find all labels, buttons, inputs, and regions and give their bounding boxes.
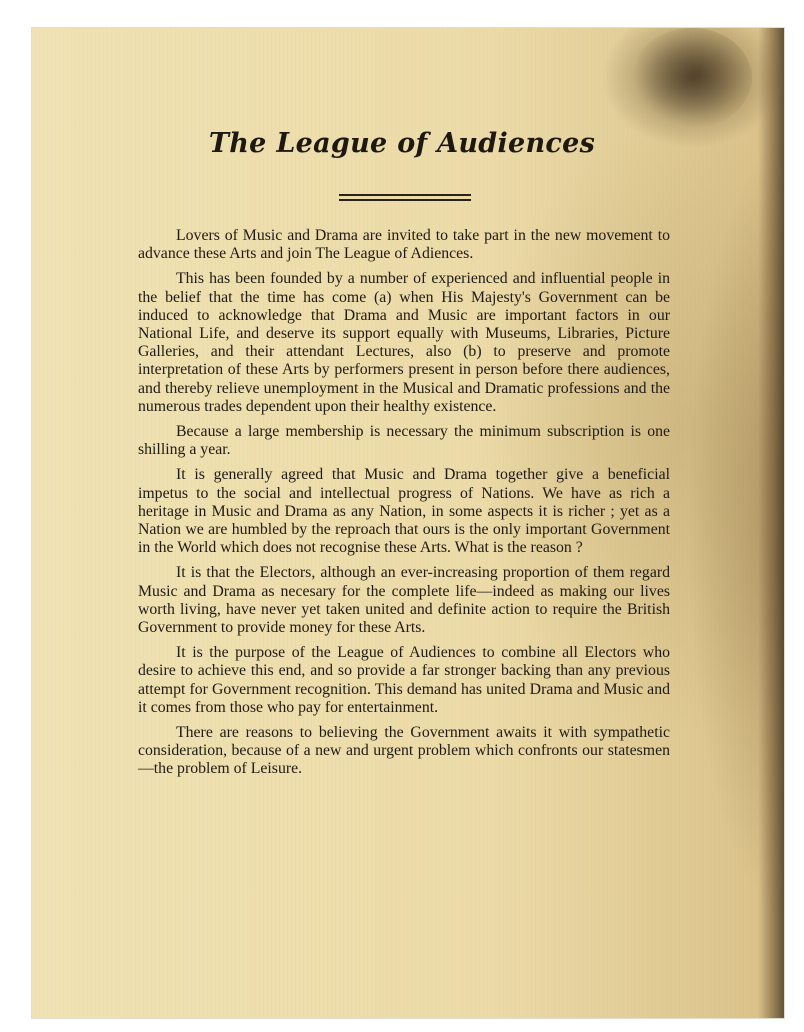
water-stain	[632, 28, 752, 128]
paragraph-5: It is that the Electors, although an ever-increasing proportion of them regard Music and Drama as necesary for the complete life—indeed as making our lives worth living, have never yet taken united and definite action to require the British Government to provide money for these Arts.	[138, 564, 670, 637]
paragraph-3: Because a large membership is necessary the minimum subscription is one shilling a year.	[138, 423, 670, 459]
document-title: The League of Audiences	[208, 128, 596, 159]
paragraph-6: It is the purpose of the League of Audiences to combine all Electors who desire to achieve this end, and so provide a far stronger backing than any previous attempt for Government recognition. This demand has united Drama and Music and it comes from those who pay for entertainment.	[138, 644, 670, 716]
paragraph-2: This has been founded by a number of experienced and influential people in the belief that the time has come (a) when His Majesty's Government can be induced to acknowledge that Drama and Music are important factors in our National Life, and deserve its support equally with Museums, Libraries, Picture Galleries, and their attendant Lectures, also (b) to preserve and promote interpretation of these Arts by performers present in person before there audiences, and thereby relieve unemployment in the Musical and Dramatic professions and the numerous trades dependent upon their healthy existence.	[138, 270, 670, 415]
paragraph-7: There are reasons to believing the Government awaits it with sympathetic consideration, because of a new and urgent problem which confronts our statesmen—the problem of Leisure.	[138, 724, 670, 778]
paragraph-4: It is generally agreed that Music and Drama together give a beneficial impetus to the social and intellectual progress of Nations. We have as rich a heritage in Music and Drama as any Nation, in some aspects it is richer ; yet as a Nation we are humbled by the reproach that ours is the only important Government in the World which does not recognise these Arts. What is the reason ?	[138, 466, 670, 557]
paragraph-1: Lovers of Music and Drama are invited to take part in the new movement to advance these Arts and join The League of Adiences.	[138, 227, 670, 263]
title-double-rule	[339, 194, 471, 201]
darkened-page-edge	[758, 28, 784, 1018]
document-body	[138, 227, 670, 786]
document-page	[32, 28, 784, 1018]
